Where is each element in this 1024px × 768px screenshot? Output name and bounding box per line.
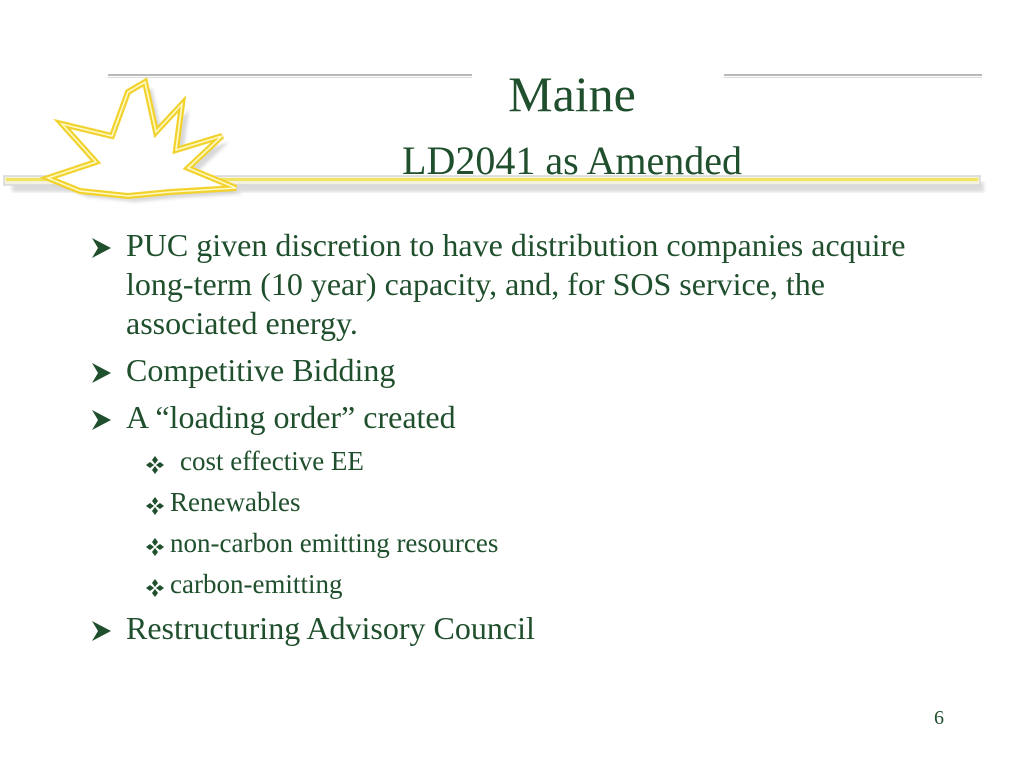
bullet-text: A “loading order” created: [126, 399, 456, 435]
slide-subtitle: LD2041 as Amended: [402, 138, 742, 183]
sub-bullet-item: [88, 486, 948, 519]
sub-bullet-text: cost effective EE: [180, 446, 364, 476]
sub-bullet-item: [88, 527, 948, 560]
page-number: 6: [934, 707, 944, 729]
four-diamond-icon: [145, 496, 165, 516]
bullet-text: Competitive Bidding: [126, 352, 396, 388]
bullet-item: [88, 398, 948, 437]
arrowhead-icon: [90, 237, 112, 259]
sub-bullet-text: carbon-emitting: [170, 569, 343, 599]
arrowhead-icon: [90, 620, 112, 642]
bullet-list: [88, 226, 948, 656]
sub-bullet-text: Renewables: [170, 487, 301, 517]
sub-bullet-item: [88, 445, 948, 478]
arrowhead-icon: [90, 362, 112, 384]
slide-title: Maine: [508, 66, 636, 122]
four-diamond-icon: [145, 455, 165, 475]
four-diamond-icon: [145, 578, 165, 598]
bullet-text: PUC given discretion to have distribution companies acquire long-term (10 year) capacity, and, for SOS service, the associated energy.: [126, 227, 906, 341]
four-diamond-icon: [145, 537, 165, 557]
bullet-text: Restructuring Advisory Council: [126, 610, 535, 646]
arrowhead-icon: [90, 409, 112, 431]
sub-bullet-text: non-carbon emitting resources: [170, 528, 499, 558]
bullet-item: [88, 609, 948, 648]
sub-bullet-item: [88, 568, 948, 601]
bullet-item: [88, 226, 948, 343]
bullet-item: [88, 351, 948, 390]
